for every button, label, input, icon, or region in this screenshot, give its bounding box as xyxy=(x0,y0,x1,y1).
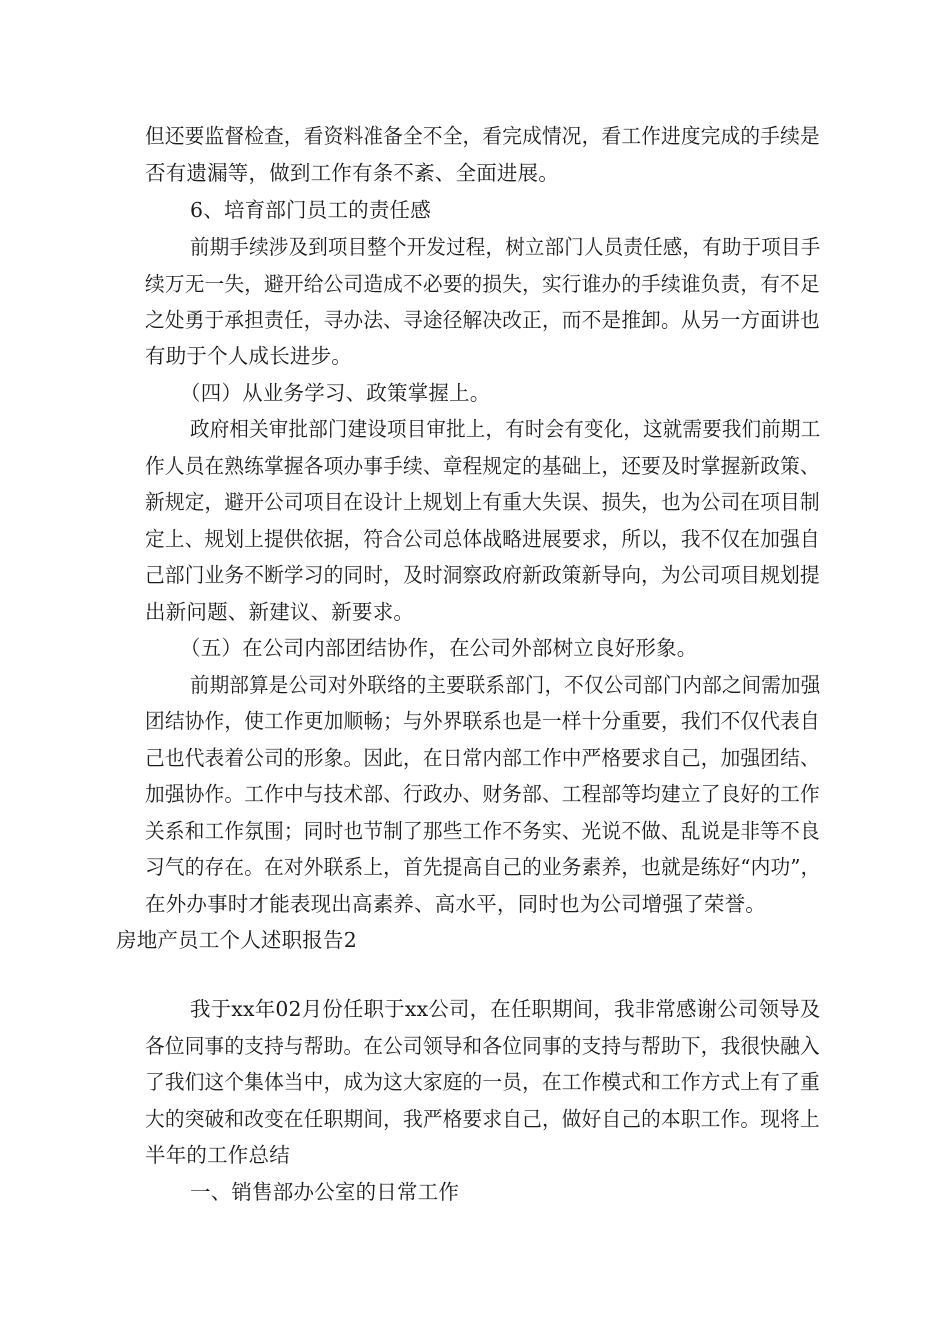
body-text-line: 习气的存在。在对外联系上，首先提高自己的业务素养，也就是练好“内功”， xyxy=(145,855,821,879)
section-heading: （五）在公司内部团结协作，在公司外部树立良好形象。 xyxy=(180,636,698,660)
body-text-line: 我于xx年02月份任职于xx公司，在任职期间，我非常感谢公司领导及 xyxy=(190,997,821,1021)
body-text-line: 有助于个人成长进步。 xyxy=(145,344,352,368)
body-text-line: 大的突破和改变在任职期间，我严格要求自己，做好自己的本职工作。现将上 xyxy=(145,1107,820,1131)
body-text-line: 加强协作。工作中与技术部、行政办、财务部、工程部等均建立了良好的工作 xyxy=(145,782,820,806)
section-heading: 一、销售部办公室的日常工作 xyxy=(190,1180,460,1204)
body-text-line: 半年的工作总结 xyxy=(145,1143,290,1167)
report-title: 房地产员工个人述职报告2 xyxy=(116,928,357,952)
body-text-line: 定上、规划上提供依据，符合公司总体战略进展要求，所以，我不仅在加强自 xyxy=(145,527,820,551)
body-text-line: 出新问题、新建议、新要求。 xyxy=(145,600,415,624)
body-text-line: 之处勇于承担责任，寻办法、寻途径解决改正，而不是推卸。从另一方面讲也 xyxy=(145,308,820,332)
body-text-line: 续万无一失，避开给公司造成不必要的损失，实行谁办的手续谁负责，有不足 xyxy=(145,272,820,296)
body-text-line: 关系和工作氛围；同时也节制了那些工作不务实、光说不做、乱说是非等不良 xyxy=(145,819,820,843)
body-text-line: 了我们这个集体当中，成为这大家庭的一员，在工作模式和工作方式上有了重 xyxy=(145,1070,820,1094)
body-text-line: 在外办事时才能表现出高素养、高水平，同时也为公司增强了荣誉。 xyxy=(145,892,766,916)
body-text-line: 政府相关审批部门建设项目审批上，有时会有变化，这就需要我们前期工 xyxy=(190,417,821,441)
body-text-line: 前期部算是公司对外联络的主要联系部门，不仅公司部门内部之间需加强 xyxy=(190,673,821,697)
body-text-line: 各位同事的支持与帮助。在公司领导和各位同事的支持与帮助下，我很快融入 xyxy=(145,1034,820,1058)
section-heading: 6、培育部门员工的责任感 xyxy=(190,198,431,222)
body-text-line: 己部门业务不断学习的同时，及时洞察政府新政策新导向，为公司项目规划提 xyxy=(145,563,820,587)
body-text-line: 己也代表着公司的形象。因此，在日常内部工作中严格要求自己，加强团结、 xyxy=(145,746,820,770)
body-text-line: 作人员在熟练掌握各项办事手续、章程规定的基础上，还要及时掌握新政策、 xyxy=(145,454,820,478)
body-text-line: 新规定，避开公司项目在设计上规划上有重大失误、损失，也为公司在项目制 xyxy=(145,490,820,514)
section-heading: （四）从业务学习、政策掌握上。 xyxy=(180,381,491,405)
body-text-line: 团结协作，使工作更加顺畅；与外界联系也是一样十分重要，我们不仅代表自 xyxy=(145,709,820,733)
body-text-line: 但还要监督检查，看资料准备全不全，看完成情况，看工作进度完成的手续是 xyxy=(145,124,820,148)
body-text-line: 前期手续涉及到项目整个开发过程，树立部门人员责任感，有助于项目手 xyxy=(190,235,821,259)
body-text-line: 否有遗漏等，做到工作有条不紊、全面进展。 xyxy=(145,161,559,185)
